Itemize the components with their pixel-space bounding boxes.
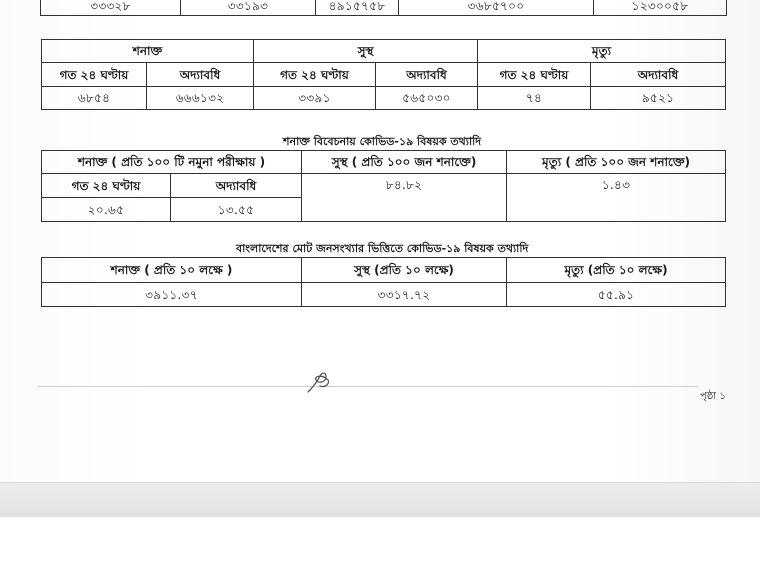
- table-cell: ৩৩৩২৮: [41, 0, 181, 16]
- header-death-per-100: মৃত্যু ( প্রতি ১০০ জন শনাক্তে): [507, 151, 726, 174]
- table-cell: ৪৯১৫৭৫৮: [316, 0, 399, 16]
- page-separator: [0, 482, 760, 518]
- subheader-last-24h: গত ২৪ ঘণ্টায়: [42, 174, 171, 198]
- table-cell: ৩৩১৯৩: [181, 0, 316, 16]
- subheader-last-24h: গত ২৪ ঘণ্টায়: [42, 63, 147, 87]
- table-cell: ৬৮৫৪: [42, 87, 147, 110]
- subheader-last-24h: গত ২৪ ঘণ্টায়: [254, 63, 376, 87]
- death-rate-cell: ১.৪৩: [507, 174, 726, 222]
- table-cell: ১২৩০০৫৮: [594, 0, 727, 16]
- subheader-to-date: অদ্যাবধি: [376, 63, 478, 87]
- next-page: [0, 517, 760, 570]
- table-cell: ৩৯১১.৩৭: [42, 283, 302, 307]
- table-cell: ৬৬৬১৩২: [147, 87, 254, 110]
- page-number: পৃষ্ঠা ১: [700, 391, 726, 402]
- footer-divider: [38, 386, 698, 387]
- table-cell: ৩৩১৭.৭২: [302, 283, 507, 307]
- per-million-table: [41, 257, 726, 307]
- table2-caption: শনাক্ত বিবেচনায় কোভিড-১৯ বিষয়ক তথ্যাদি: [283, 135, 482, 148]
- table-cell: ৩৩৯১: [254, 87, 376, 110]
- table-cell: ৫৫.৯১: [507, 283, 726, 307]
- header-death-per-million: মৃত্যু (প্রতি ১০ লক্ষে): [507, 258, 726, 283]
- table3-caption: বাংলাদেশের মোট জনসংখ্যার ভিত্তিতে কোভিড-১৯ বিষয়ক তথ্যাদি: [236, 242, 529, 255]
- subheader-last-24h: গত ২৪ ঘণ্টায়: [478, 63, 591, 87]
- header-recovered-per-100: সুস্থ ( প্রতি ১০০ জন শনাক্তে): [302, 151, 507, 174]
- subheader-to-date: অদ্যাবধি: [591, 63, 726, 87]
- header-recovered: সুস্থ: [254, 40, 478, 63]
- table-cell: ৩৬৮৫৭০০: [399, 0, 594, 16]
- subheader-to-date: অদ্যাবধি: [171, 174, 302, 198]
- header-detected-per-million: শনাক্ত ( প্রতি ১০ লক্ষে ): [42, 258, 302, 283]
- header-recovered-per-million: সুস্থ (প্রতি ১০ লক্ষে): [302, 258, 507, 283]
- header-detected-per-100-tests: শনাক্ত ( প্রতি ১০০ টি নমুনা পরীক্ষায় ): [42, 151, 302, 174]
- cases-recovery-death-table: [41, 39, 726, 110]
- header-death: মৃত্যু: [478, 40, 726, 63]
- table-cell: ৫৬৫০৩০: [376, 87, 478, 110]
- table-cell: ১৩.৫৫: [171, 198, 302, 222]
- table-cell: ৯৫২১: [591, 87, 726, 110]
- signature-mark: [304, 368, 334, 396]
- table-cell: ২০.৬৫: [42, 198, 171, 222]
- subheader-to-date: অদ্যাবধি: [147, 63, 254, 87]
- previous-table-last-row: [40, 0, 727, 16]
- rate-per-detected-table: [41, 150, 726, 222]
- header-detected: শনাক্ত: [42, 40, 254, 63]
- recovery-rate-cell: ৮৪.৮২: [302, 174, 507, 222]
- table-cell: ৭৪: [478, 87, 591, 110]
